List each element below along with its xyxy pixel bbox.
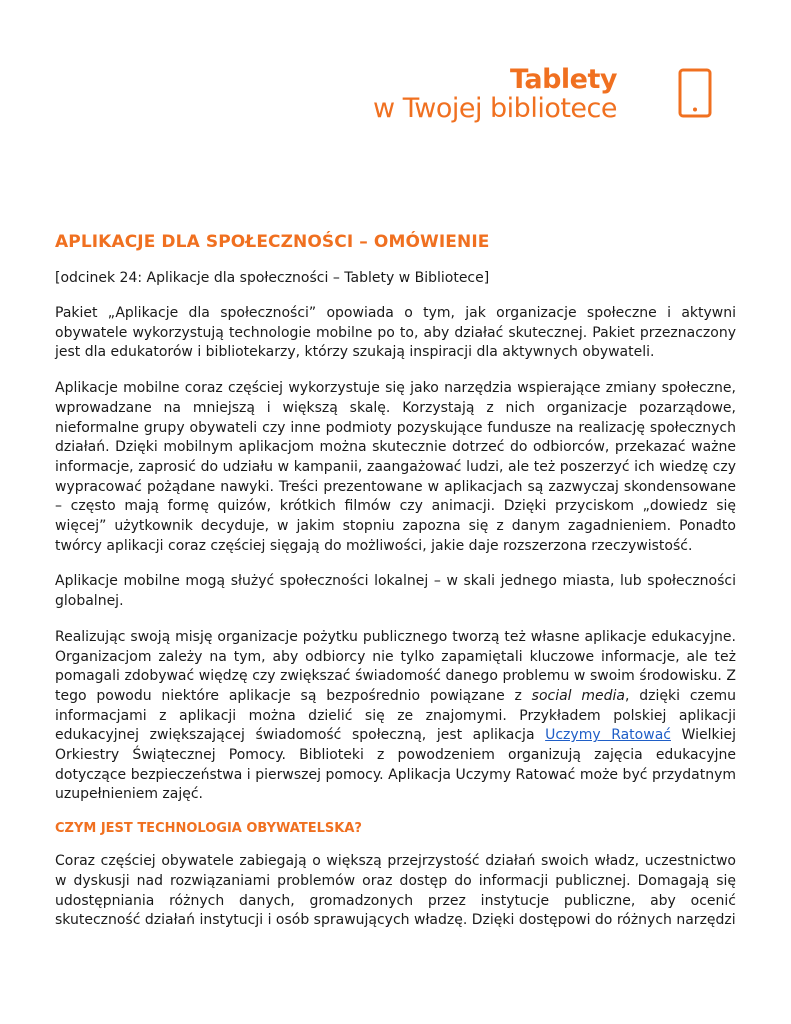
paragraph-mobile-apps: Aplikacje mobilne coraz częściej wykorzystuje się jako narzędzia wspierające zmiany społeczne, wprowadzane na mniejszą i większą skalę. Korzystają z nich organizacje pozarządowe, nieformalne grupy obywateli czy inne podmioty pozyskujące fundusze na realizację społecznych działań. Dzięki mobilnym aplikacjom można skutecznie dotrzeć do odbiorców, przekazać ważne informacje, zaprosić do udziału w kampanii, zaangażować ludzi, ale też poszerzyć ich wiedzę czy wypracować pożądane nawyki. Treści prezentowane w aplikacjach są zazwyczaj skondensowane – często mają formę quizów, krótkich filmów czy animacji. Dzięki przyciskom „dowiedz się więcej” użytkownik decyduje, w jakim stopniu zapozna się z danym zagadnieniem. Ponadto twórcy aplikacji coraz częściej sięgają do możliwości, jakie daje rozszerzona rzeczywistość.	[55, 380, 736, 554]
paragraph-ngo-apps-part3: Wielkiej Orkiestry Świątecznej Pomocy. Biblioteki z powodzeniem organizują zajęcia edukacyjne dotyczące bezpieczeństwa i pierwszej pomocy. Aplikacja Uczymy Ratować może być przydatnym uzupełnieniem zajęć.	[55, 727, 736, 803]
paragraph-ngo-apps-part2: , dzięki czemu informacjami z aplikacji można dzielić się ze znajomymi. Przykładem polskiej aplikacji edukacyjnej zwiększającej świadomość społeczną, jest aplikacja	[55, 687, 736, 744]
paragraph-ngo-apps-part1: Realizując swoją misję organizacje pożytku publicznego tworzą też własne aplikacje edukacyjne. Organizacjom zależy na tym, aby odbiorcy nie tylko zapamiętali kluczowe informacje, ale też pomagali zdobywać więdzę czy zwiększać świadomość danego problemu w swoim środowisku. Z tego powodu niektóre aplikacje są bezpośrednio powiązane z	[55, 628, 736, 704]
paragraph-ngo-apps	[55, 628, 736, 805]
paragraph-local-global: Aplikacje mobilne mogą służyć społeczności lokalnej – w skali jednego miasta, lub społeczności globalnej.	[55, 573, 736, 610]
brand-title-line2: w Twojej bibliotece	[373, 93, 617, 124]
paragraph-intro: Pakiet „Aplikacje dla społeczności” opowiada o tym, jak organizacje społeczne i aktywni obywatele wykorzystują technologie mobilne po to, aby działać skutecznej. Pakiet przeznaczony jest dla edukatorów i bibliotekarzy, którzy szukają inspiracji dla aktywnych obywateli.	[55, 305, 736, 361]
section-subheading: CZYM JEST TECHNOLOGIA OBYWATELSKA?	[55, 821, 362, 837]
brand-title-line1: Tablety	[509, 64, 617, 95]
document-body	[55, 232, 736, 947]
episode-reference: [odcinek 24: Aplikacje dla społeczności – Tablety w Bibliotece]	[55, 270, 490, 286]
uczymy-ratowac-link[interactable]: Uczymy Ratować	[545, 727, 671, 744]
paragraph-civic-tech: Coraz częściej obywatele zabiegają o większą przejrzystość działań swoich władz, uczestnictwo w dyskusji nad rozwiązaniami problemów oraz dostęp do informacji publicznej. Domagają się udostępniania różnych danych, gromadzonych przez instytucje publiczne, aby ocenić skuteczność działań instytucji i osób sprawujących władzę. Dzięki dostępowi do różnych narzędzi	[55, 853, 736, 929]
tablet-icon	[678, 68, 712, 118]
social-media-term: social media	[531, 687, 625, 704]
page-title: APLIKACJE DLA SPOŁECZNOŚCI – OMÓWIENIE	[55, 232, 490, 252]
header	[373, 62, 750, 128]
